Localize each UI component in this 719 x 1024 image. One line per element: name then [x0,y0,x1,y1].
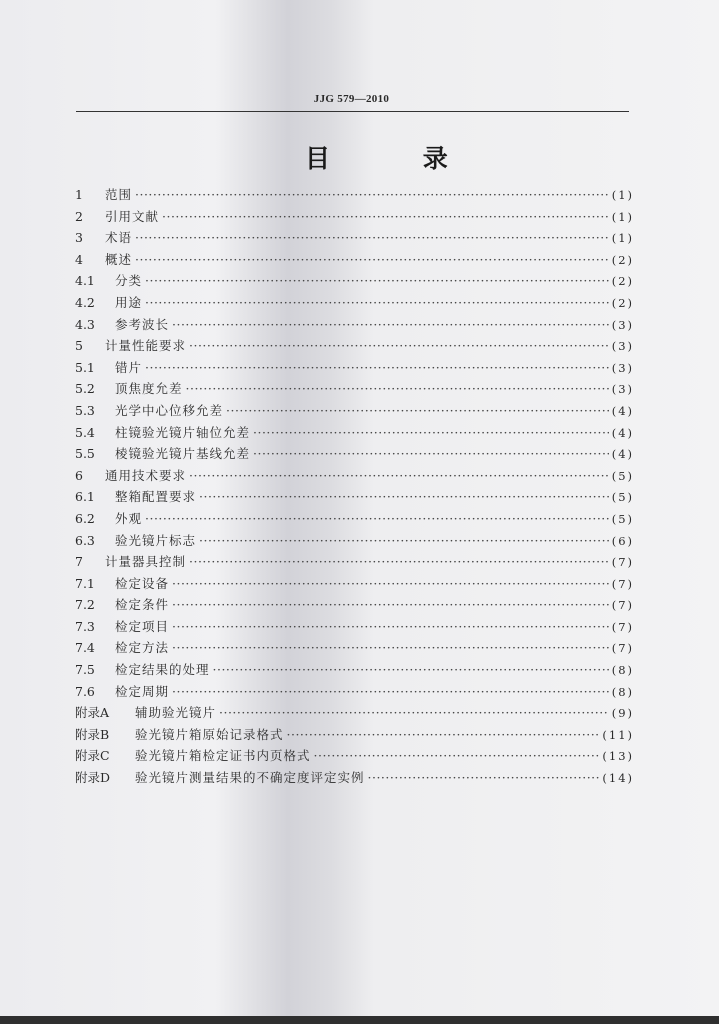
toc-entry-title: 验光镜片箱原始记录格式 [135,726,284,742]
toc-leader-dots [135,252,609,267]
toc-entry-page: (7) [611,598,634,613]
toc-entry-number: 附录B [75,726,110,742]
toc-entry-title: 检定方法 [115,640,170,656]
toc-entry-title: 检定周期 [115,683,170,699]
toc-entry-number: 7.3 [75,618,95,634]
toc-entry [75,531,634,553]
toc-entry-number: 2 [75,208,83,224]
toc-entry-page: (3) [611,317,634,332]
toc-leader-dots [186,381,609,396]
toc-entry-page: (11) [602,727,634,742]
toc-entry-number: 5 [75,338,83,354]
toc-leader-dots [253,425,609,440]
toc-entry [75,509,634,531]
toc-entry-number: 3 [75,230,83,246]
page-title: 目 录 [305,144,490,173]
toc-entry-title: 范围 [105,187,133,202]
toc-entry-title: 检定条件 [115,597,170,613]
toc-leader-dots [253,446,609,461]
toc-entry-number: 附录C [75,748,110,764]
toc-entry-number: 7.1 [75,575,95,591]
toc-entry-title: 外观 [115,510,143,526]
toc-entry-title: 验光镜片标志 [115,532,197,548]
toc-entry-number: 7.5 [75,662,95,678]
toc-entry-number: 4.2 [75,294,95,310]
toc-entry-page: (4) [611,447,634,462]
toc-entry [75,617,634,639]
toc-entry-title: 错片 [115,359,143,375]
toc-entry [75,401,634,423]
toc-entry-title: 整箱配置要求 [115,489,197,505]
toc-entry-number: 7.6 [75,683,95,699]
toc-entry-page: (3) [611,339,634,354]
toc-entry-page: (1) [611,188,634,202]
toc-entry-title: 顶焦度允差 [115,381,183,397]
toc-entry-page: (7) [611,555,634,570]
toc-leader-dots [172,684,609,699]
toc-entry-page: (9) [611,706,634,721]
table-of-contents [75,185,634,790]
toc-leader-dots [172,576,609,591]
toc-entry-page: (1) [611,209,634,224]
toc-entry-number: 附录A [75,705,110,721]
toc-entry-number: 7.2 [75,597,95,613]
toc-leader-dots [219,705,609,720]
toc-entry-number: 6 [75,467,83,483]
toc-entry-title: 验光镜片箱检定证书内页格式 [135,748,311,764]
toc-entry [75,725,634,747]
toc-entry-page: (3) [611,360,634,375]
toc-entry [75,315,634,337]
toc-entry-page: (7) [611,619,634,634]
toc-entry [75,444,634,466]
toc-entry-title: 验光镜片测量结果的不确定度评定实例 [135,770,365,786]
toc-entry-number: 4 [75,251,83,267]
toc-entry-page: (1) [611,231,634,246]
toc-entry-title: 术语 [105,230,133,246]
toc-leader-dots [199,533,609,548]
toc-leader-dots [145,511,609,526]
toc-entry-number: 5.5 [75,446,95,462]
toc-entry-page: (14) [602,771,634,786]
toc-entry-number: 6.3 [75,532,95,548]
toc-entry [75,768,634,790]
toc-leader-dots [172,619,609,634]
toc-leader-dots [172,317,609,332]
toc-entry [75,660,634,682]
toc-entry-title: 引用文献 [105,208,160,224]
toc-entry-page: (2) [611,252,634,267]
toc-entry [75,703,634,725]
toc-entry-page: (2) [611,274,634,289]
toc-entry [75,228,634,250]
toc-entry-page: (5) [611,490,634,505]
toc-entry-title: 棱镜验光镜片基线允差 [115,446,251,462]
toc-entry-page: (2) [611,295,634,310]
toc-leader-dots [145,360,609,375]
toc-entry [75,746,634,768]
toc-entry-title: 光学中心位移允差 [115,402,224,418]
toc-leader-dots [145,273,609,288]
toc-leader-dots [135,230,609,245]
toc-entry-page: (8) [611,663,634,678]
toc-entry [75,574,634,596]
toc-entry-number: 附录D [75,770,111,786]
toc-entry [75,423,634,445]
toc-entry-title: 检定结果的处理 [115,662,210,678]
toc-entry-title: 计量器具控制 [105,554,187,570]
toc-leader-dots [314,748,600,763]
toc-entry-number: 4.1 [75,273,95,289]
toc-leader-dots [213,662,609,677]
toc-entry-title: 检定设备 [115,575,170,591]
toc-entry [75,336,634,358]
toc-entry [75,466,634,488]
toc-entry-title: 柱镜验光镜片轴位允差 [115,424,251,440]
toc-leader-dots [135,187,609,202]
toc-leader-dots [189,338,609,353]
toc-entry-number: 6.1 [75,489,95,505]
toc-entry-title: 计量性能要求 [105,338,187,354]
toc-entry [75,358,634,380]
toc-leader-dots [172,597,609,612]
toc-entry-page: (8) [611,684,634,699]
toc-entry-title: 分类 [115,273,143,289]
toc-leader-dots [199,489,609,504]
toc-entry-number: 5.3 [75,402,95,418]
toc-leader-dots [368,770,600,785]
toc-entry-number: 7.4 [75,640,95,656]
toc-entry-title: 辅助验光镜片 [135,705,217,721]
toc-leader-dots [189,554,609,569]
toc-leader-dots [189,468,609,483]
toc-entry-title: 用途 [115,294,143,310]
toc-entry-number: 5.1 [75,359,95,375]
toc-entry-number: 5.2 [75,381,95,397]
toc-entry [75,271,634,293]
header-rule [76,111,629,112]
standard-code-header: JJG 579—2010 [313,93,390,105]
toc-leader-dots [287,727,600,742]
toc-entry-page: (6) [611,533,634,548]
toc-entry [75,487,634,509]
toc-entry-page: (7) [611,576,634,591]
toc-entry [75,185,634,207]
toc-entry [75,379,634,401]
toc-entry-page: (4) [611,403,634,418]
toc-entry-number: 6.2 [75,510,95,526]
toc-entry-number: 5.4 [75,424,95,440]
toc-entry-title: 通用技术要求 [105,467,187,483]
toc-entry-page: (5) [611,511,634,526]
toc-entry-page: (4) [611,425,634,440]
toc-entry [75,552,634,574]
toc-entry [75,293,634,315]
toc-entry-title: 检定项目 [115,618,170,634]
toc-entry-number: 4.3 [75,316,95,332]
toc-entry-number: 7 [75,554,83,570]
toc-leader-dots [145,295,609,310]
toc-entry-title: 概述 [105,251,133,267]
toc-entry [75,682,634,704]
toc-entry-page: (3) [611,382,634,397]
toc-entry-number: 1 [75,187,83,202]
toc-entry-page: (5) [611,468,634,483]
toc-entry-page: (13) [602,749,634,764]
toc-entry [75,595,634,617]
toc-entry-title: 参考波长 [115,316,170,332]
toc-leader-dots [162,209,609,224]
toc-entry [75,250,634,272]
toc-entry [75,638,634,660]
toc-entry [75,207,634,229]
toc-leader-dots [226,403,609,418]
toc-leader-dots [172,640,609,655]
toc-entry-page: (7) [611,641,634,656]
